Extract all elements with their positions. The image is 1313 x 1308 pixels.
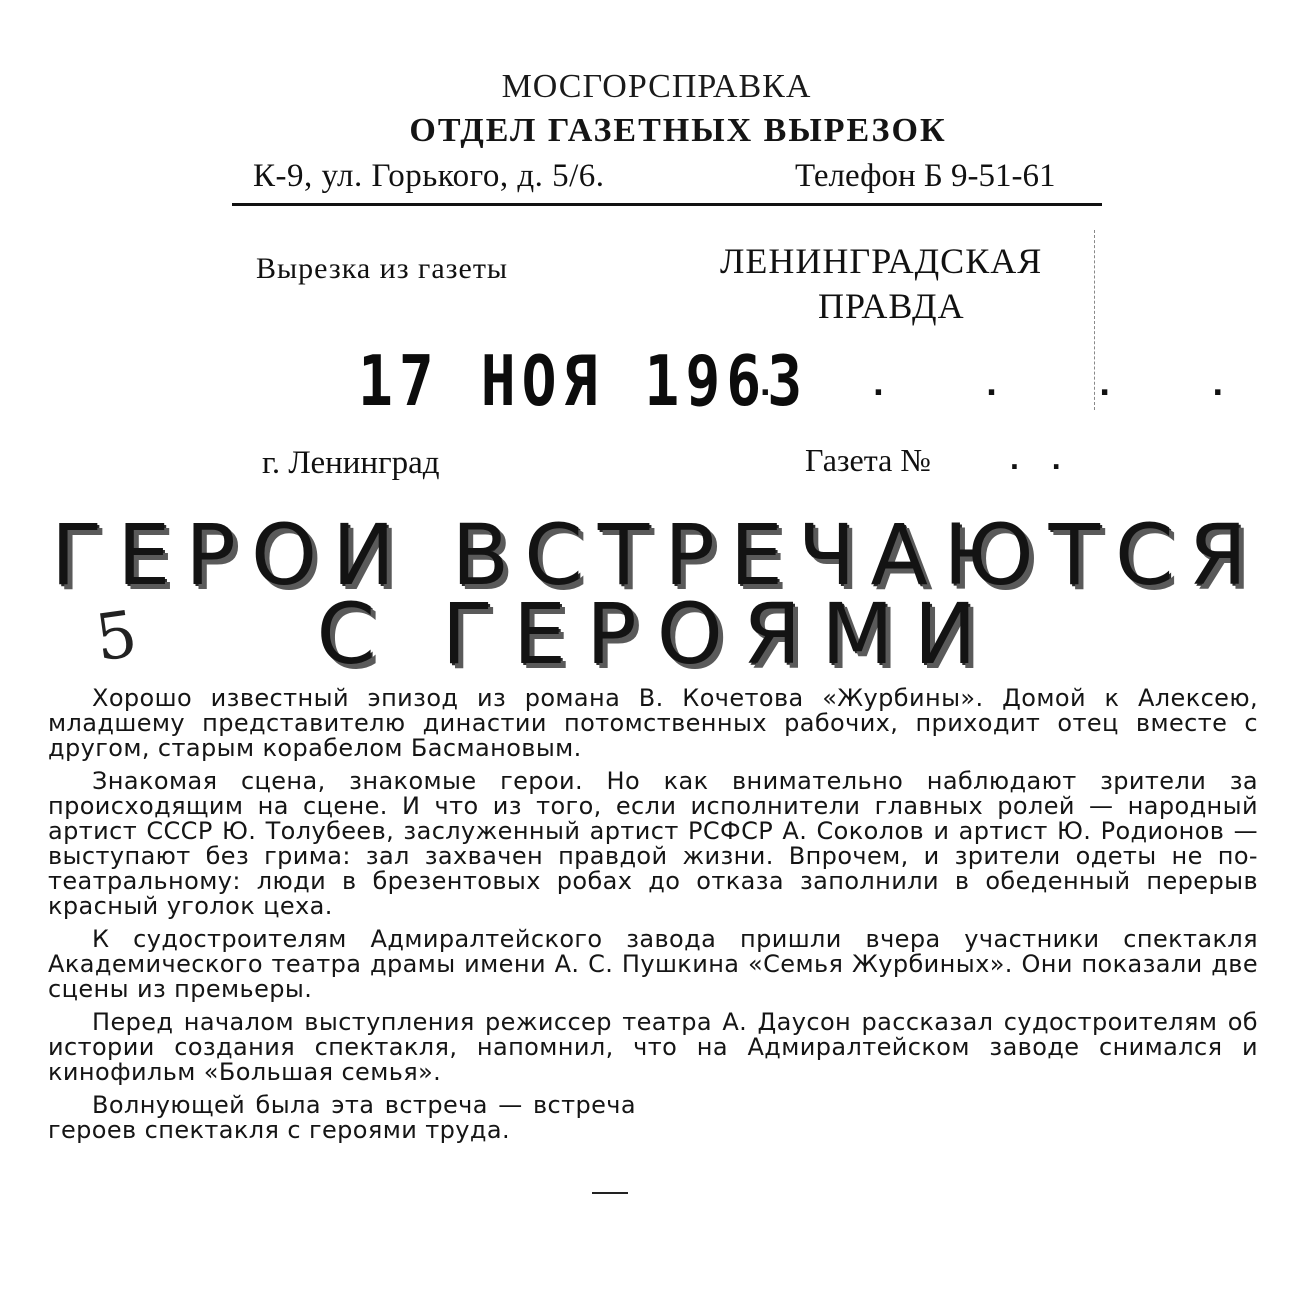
city-label: г. Ленинград xyxy=(262,445,440,481)
date-stamp: 17 НОЯ 1963 xyxy=(358,340,809,422)
clipping-label: Вырезка из газеты xyxy=(256,252,509,285)
header-divider xyxy=(232,203,1102,206)
issue-dots: . . xyxy=(1010,440,1073,476)
newspaper-name-line2: ПРАВДА xyxy=(818,286,965,326)
article-paragraph: Перед началом выступления режиссер театра А. Даусон рассказал судостроителям об истории создания спектакля, напомнил, что на Адмиралтейском заводе снимался и кинофильм «Большая семья». xyxy=(48,1008,1258,1086)
headline-line2: С ГЕРОЯМИ xyxy=(316,585,997,683)
bureau-phone: Телефон Б 9-51-61 xyxy=(795,158,1056,194)
article-paragraph: Волнующей была эта встреча — встреча героев спектакля с героями труда. xyxy=(48,1091,636,1144)
headline-line1: ГЕРОИ ВСТРЕЧАЮТСЯ xyxy=(51,506,1262,604)
issue-label: Газета № xyxy=(805,442,931,478)
article-body xyxy=(48,686,1258,1143)
article-paragraph: Знакомая сцена, знакомые герои. Но как внимательно наблюдают зрители за происходящим на сцене. И что из того, если исполнители главных ролей — народный артист СССР Ю. Толубеев, заслуженный артист РСФСР А. Соколов и артист Ю. Родионов — выступают без грима: зал захвачен правдой жизни. Впрочем, и зрители одеты не по-театральному: люди в брезентовых робах до отказа заполнили в обеденный перерыв красный уголок цеха. xyxy=(48,767,1258,920)
newspaper-name-line1: ЛЕНИНГРАДСКАЯ xyxy=(720,241,1043,281)
article-paragraph: Хорошо известный эпизод из романа В. Кочетова «Журбины». Домой к Алексею, младшему представителю династии потомственных рабочих, приходит отец вместе с другом, старым корабелом Басмановым. xyxy=(48,684,1258,762)
bureau-name: МОСГОРСПРАВКА xyxy=(501,68,812,105)
handwritten-number: 5 xyxy=(91,597,142,677)
bureau-address: К-9, ул. Горького, д. 5/6. xyxy=(253,158,605,194)
date-dots: . . . . . xyxy=(760,362,1270,404)
ink-mark xyxy=(592,1192,628,1194)
department-name: ОТДЕЛ ГАЗЕТНЫХ ВЫРЕЗОК xyxy=(409,112,947,149)
article-paragraph: К судостроителям Адмиралтейского завода пришли вчера участники спектакля Академического театра драмы имени А. С. Пушкина «Семья Журбиных». Они показали две сцены из премьеры. xyxy=(48,925,1258,1003)
